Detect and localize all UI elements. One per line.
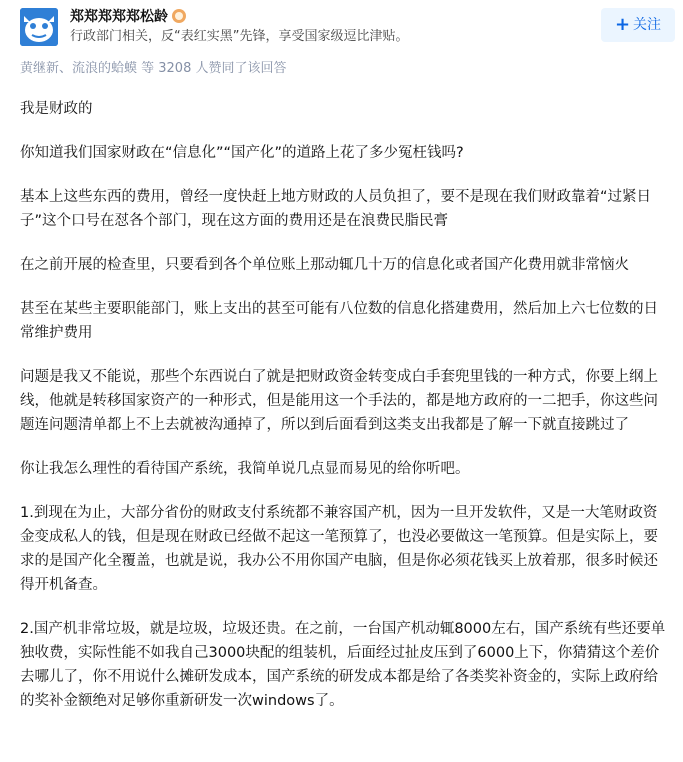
- answer-paragraph: 甚至在某些主要职能部门，账上支出的甚至可能有八位数的信息化搭建费用，然后加上六七位数的日常维护费用: [20, 301, 658, 341]
- answer-content: [20, 97, 670, 733]
- badge-icon: [172, 9, 186, 23]
- answer-paragraph: 基本上这些东西的费用，曾经一度快赶上地方财政的人员负担了，要不是现在我们财政靠着“过紧日子”这个口号在怼各个部门，现在这方面的费用还是在浪费民脂民膏: [20, 189, 652, 229]
- follow-button[interactable]: [601, 8, 675, 42]
- answer-paragraph: 我是财政的: [20, 101, 93, 117]
- answer-paragraph: 你知道我们国家财政在“信息化”“国产化”的道路上花了多少冤枉钱吗?: [20, 145, 464, 161]
- author-bio: 行政部门相关，反“表红实黑”先锋，享受国家级逗比津贴。: [70, 29, 409, 44]
- answer-paragraph: 问题是我又不能说，那些个东西说白了就是把财政资金转变成白手套兜里钱的一种方式，你要上纲上线，他就是转移国家资产的一种形式，但是能用这一个手法的，都是地方政府的一二把手，你这些问题连问题清单都上不上去就被沟通掉了，所以到后面看到这类支出我都是了解一下就直接跳过了: [20, 369, 658, 433]
- answer-author-header: [20, 8, 675, 48]
- answer-paragraph: 2.国产机非常垃圾，就是垃圾，垃圾还贵。在之前，一台国产机动辄8000左右，国产系统有些还要单独收费，实际性能不如我自己3000块配的组装机，后面经过扯皮压到了6000上下，你猜猜这个差价去哪儿了，你不用说什么摊研发成本，国产系统的研发成本都是给了各类奖补资金的，实际上政府给的奖补金额绝对足够你重新研发一次windows了。: [20, 621, 666, 709]
- avatar-figure-icon: [20, 8, 58, 46]
- author-avatar[interactable]: [20, 8, 58, 46]
- author-name[interactable]: [70, 8, 186, 26]
- answer-paragraph: 你让我怎么理性的看待国产系统，我简单说几点显而易见的给你听吧。: [20, 461, 470, 477]
- voters-summary[interactable]: 黄继新、流浪的蛤蟆 等 3208 人赞同了该回答: [20, 61, 287, 76]
- answer-paragraph: 在之前开展的检查里，只要看到各个单位账上那动辄几十万的信息化或者国产化费用就非常恼火: [20, 257, 629, 273]
- author-name-text[interactable]: 郑郑郑郑郑松龄: [70, 9, 168, 25]
- answer-paragraph: 1.到现在为止，大部分省份的财政支付系统都不兼容国产机，因为一旦开发软件，又是一大笔财政资金变成私人的钱，但是现在财政已经做不起这一笔预算了，也没必要做这一笔预算。但是实际上，要求的是国产化全覆盖，也就是说，我办公不用你国产电脑，但是你必须花钱买上放着那，很多时候还得开机备查。: [20, 505, 658, 593]
- follow-button-label: 关注: [633, 17, 662, 33]
- plus-icon: +: [614, 14, 631, 35]
